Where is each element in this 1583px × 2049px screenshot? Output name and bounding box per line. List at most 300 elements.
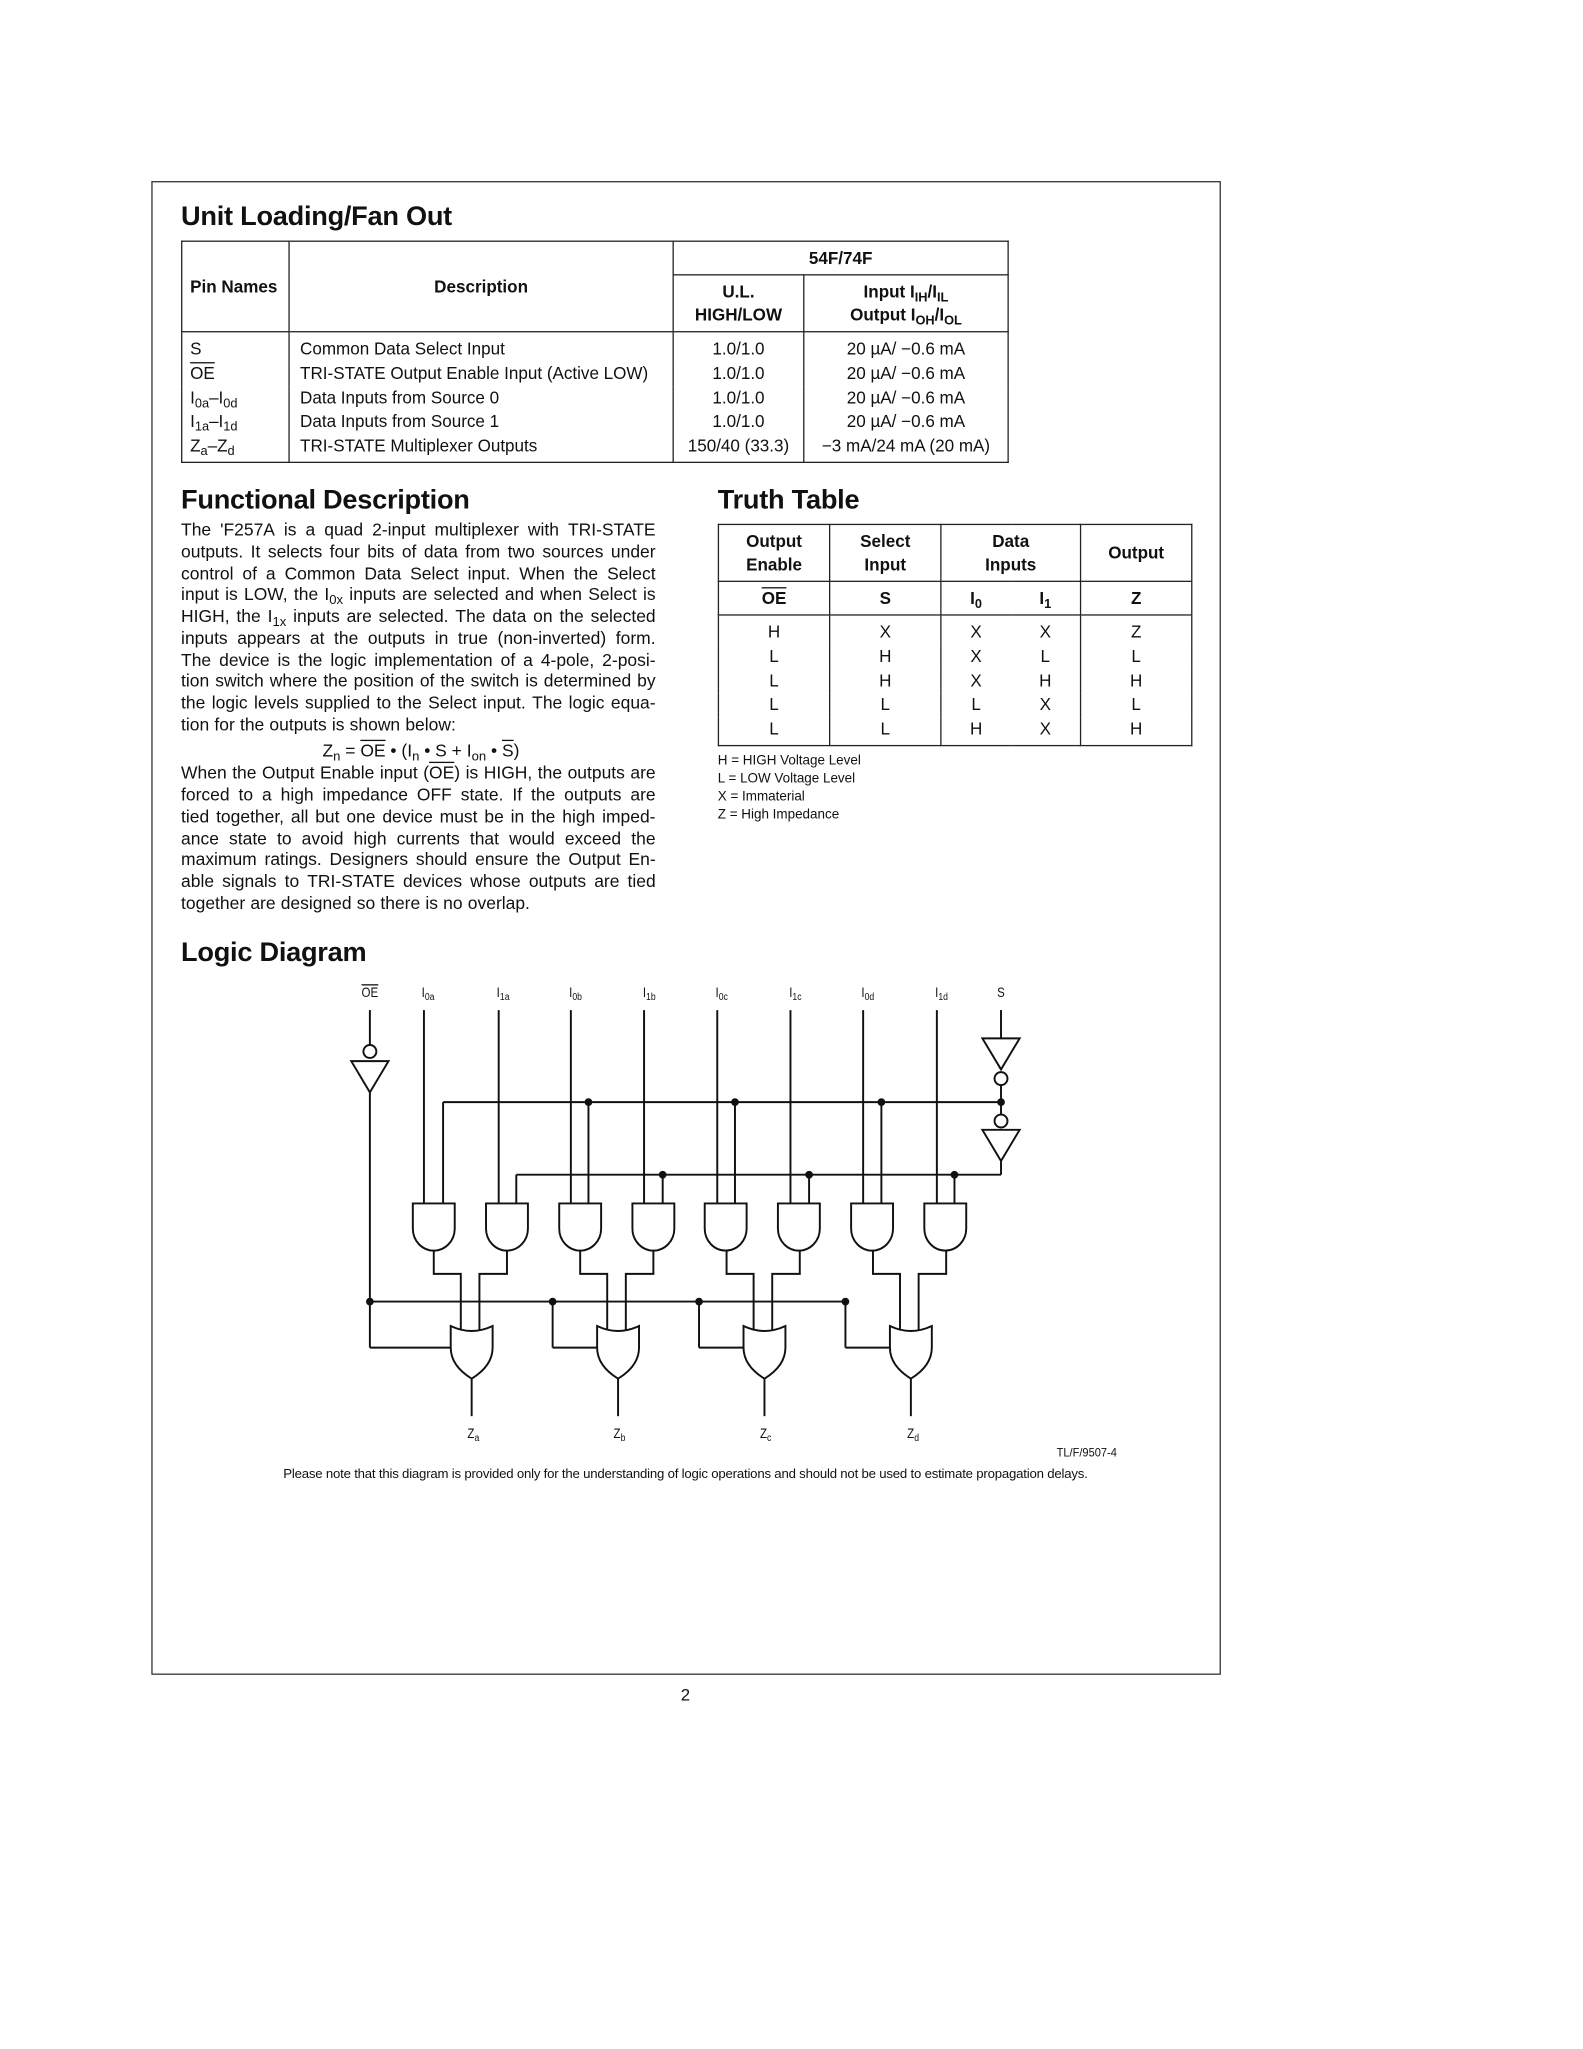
input-pin-label (935, 985, 948, 1001)
unit-load-cell: 1.0/1.0 (673, 332, 804, 362)
text-segment: I (861, 985, 865, 1002)
text-segment: high (353, 828, 387, 848)
subscript: on (471, 749, 487, 764)
text-segment: the (531, 806, 556, 827)
subscript: OH (915, 313, 935, 328)
or-gate (890, 1326, 932, 1379)
text-segment: bits (367, 541, 395, 561)
text-segment: En- (628, 850, 656, 870)
text-segment: inputs (349, 584, 396, 605)
table-cell: Z (1081, 615, 1192, 645)
text-segment: equa- (610, 693, 656, 713)
text-segment: state (229, 828, 267, 848)
text-segment: true (457, 628, 488, 648)
text-segment: a (265, 563, 276, 583)
legend-item: X = Immaterial (717, 790, 805, 805)
text-segment: appears (237, 628, 301, 648)
text-segment: is (465, 763, 479, 783)
text-segment: by (637, 671, 656, 691)
description-cell: TRI-STATE Multiplexer Outputs (289, 435, 673, 463)
text-segment: outputs (564, 785, 622, 805)
text-segment: the (323, 671, 348, 691)
text-segment: be (484, 806, 504, 827)
text-segment: I (267, 606, 273, 626)
text-segment: The (181, 519, 212, 540)
text-segment: on (533, 606, 553, 626)
text-segment: the (293, 584, 319, 605)
text-segment: Z (760, 1426, 768, 1443)
unit-loading-title: Unit Loading/Fan Out (181, 201, 452, 232)
text-segment: no (443, 893, 463, 913)
text-segment: • (I (385, 740, 413, 760)
text-segment: would (509, 828, 555, 848)
text-segment: device (219, 649, 270, 670)
text-segment: the (397, 693, 422, 713)
text-segment: the (530, 785, 556, 805)
and-gate (559, 1203, 601, 1250)
text-segment: Enable (319, 763, 375, 783)
and-gate (486, 1203, 528, 1250)
header-ul-line2: HIGH/LOW (694, 304, 783, 324)
table-cell: H (1011, 669, 1081, 693)
table-cell: L (718, 694, 829, 718)
text-segment: –I (209, 387, 224, 407)
text-segment: together (181, 893, 246, 913)
and-gate (778, 1203, 820, 1250)
text-segment: device (382, 806, 433, 827)
table-cell: L (718, 645, 829, 669)
text-segment: when (540, 584, 582, 605)
text-segment: are (250, 893, 276, 913)
subscript: 1a (499, 991, 510, 1003)
text-segment: maximum (181, 850, 257, 870)
text-segment: Select (410, 563, 459, 583)
subscript: a (200, 445, 208, 460)
text-segment: I (569, 985, 573, 1002)
header-line: Select (860, 530, 911, 551)
text-segment: of (242, 563, 257, 583)
output-pin-label (614, 1427, 626, 1443)
and-gate (851, 1203, 893, 1250)
header-ul-line1: U.L. (722, 281, 755, 301)
overlined-text: $\overline{S}$ (501, 740, 514, 760)
text-segment: I (190, 387, 195, 407)
description-cell: Data Inputs from Source 1 (289, 410, 673, 434)
text-segment: is (525, 671, 538, 691)
text-segment: inputs (293, 606, 340, 626)
text-segment: supplied (305, 693, 371, 713)
and-output-wire (873, 1251, 900, 1331)
text-segment: Z (613, 1426, 621, 1443)
text-segment: impedance (322, 785, 408, 805)
text-segment: is (277, 649, 291, 670)
text-segment: the (440, 671, 465, 691)
input-pin-label (643, 985, 656, 1001)
current-cell: −3 mA/24 mA (20 mA) (804, 435, 1008, 463)
text-segment: I (970, 588, 975, 608)
legend-item: H = HIGH Voltage Level (717, 753, 861, 769)
text-segment: forced (181, 785, 230, 805)
input-pin-label (715, 985, 727, 1001)
text-segment: the (631, 828, 656, 848)
text-segment: exceed (564, 828, 622, 848)
text-segment: HIGH, (181, 606, 230, 626)
text-segment: is (642, 584, 656, 605)
header-family: 54F/74F (673, 241, 1008, 275)
text-segment: switch (215, 671, 264, 691)
unit-load-cell: 1.0/1.0 (673, 410, 804, 434)
text-segment: 'F257A (220, 519, 275, 540)
table-cell: L (830, 718, 941, 746)
text-segment: are (346, 606, 372, 626)
text-segment: ensure (475, 850, 529, 870)
text-segment: the (232, 763, 257, 783)
text-segment: high (280, 785, 314, 805)
text-segment: Input I (863, 281, 915, 301)
table-cell: L (1081, 694, 1192, 718)
table-cell: L (718, 718, 829, 746)
text-segment: implementation (374, 649, 493, 670)
and-gate (705, 1203, 747, 1250)
legend-item: L = LOW Voltage Level (717, 772, 856, 787)
header-description: Description (289, 241, 673, 332)
subscript: 1a (194, 420, 210, 436)
text-segment: but (315, 806, 340, 827)
text-segment: 2-posi- (602, 649, 656, 670)
text-segment: sources (542, 541, 604, 561)
text-segment: –I (209, 411, 224, 432)
text-segment: of (419, 671, 435, 691)
text-segment: in (510, 806, 525, 827)
text-segment: 4-pole, (540, 649, 595, 670)
text-segment: are (594, 871, 620, 892)
text-segment: selected (590, 606, 656, 626)
or-gate (597, 1326, 639, 1379)
current-cell: 20 µA/ −0.6 mA (804, 410, 1008, 434)
text-segment: the (239, 714, 265, 735)
text-segment: in (434, 628, 449, 648)
text-segment: able (181, 871, 215, 892)
and-output-wire (772, 1251, 800, 1331)
header-line: Data (992, 530, 1030, 551)
text-segment: selects (267, 541, 323, 561)
text-segment: form. (615, 628, 656, 648)
description-cell: Data Inputs from Source 0 (289, 386, 673, 410)
description-cell: TRI-STATE Output Enable Input (Active LOW) (289, 362, 673, 386)
subscript: b (620, 1432, 626, 1444)
text-segment: from (465, 541, 501, 561)
text-segment: TRI-STATE (307, 871, 395, 892)
text-segment: overlap. (467, 893, 530, 913)
buffer-triangle (351, 1061, 388, 1092)
text-segment: at (309, 628, 325, 648)
text-segment: • S + I (419, 740, 472, 760)
header-pin-names: Pin Names (182, 241, 289, 332)
or-gate (451, 1326, 493, 1379)
text-segment: outputs (269, 714, 327, 735)
and-output-wire (626, 1251, 654, 1331)
subscript: 1 (1044, 597, 1052, 612)
text-segment: logic (568, 693, 605, 713)
input-pin-label (422, 985, 435, 1001)
text-segment: The (181, 649, 212, 670)
header-output: Output (1081, 524, 1192, 581)
overlined-text: $\overline{OE}$ (361, 985, 379, 1002)
overlined-text: $\overline{OE}$ (190, 363, 215, 383)
input-pin-label (997, 985, 1005, 1001)
and-gate (924, 1203, 966, 1250)
buffer-triangle (982, 1130, 1019, 1161)
table-cell: H (830, 645, 941, 669)
text-segment: a (523, 649, 533, 670)
input-pin-label (789, 985, 801, 1001)
text-segment: levels (254, 693, 299, 713)
text-segment: quad (324, 519, 364, 540)
text-segment: all (290, 806, 309, 827)
text-segment: the (334, 628, 359, 648)
figure-id: TL/F/9507-4 (1056, 1445, 1117, 1461)
text-segment: When (519, 563, 565, 583)
text-segment: together, (216, 806, 285, 827)
text-segment: selected (433, 584, 499, 605)
text-segment: is (331, 714, 345, 735)
text-segment: logic (330, 649, 367, 670)
text-segment: where (269, 671, 318, 691)
table-cell: X (1011, 694, 1081, 718)
text-segment: Z (322, 740, 334, 760)
text-segment: outputs (367, 628, 426, 648)
subscript: 0d (864, 991, 875, 1003)
text-segment: Data (364, 563, 402, 583)
current-cell: 20 µA/ −0.6 mA (804, 362, 1008, 386)
subscript: IL (936, 290, 949, 305)
functional-description-title: Functional Description (181, 484, 470, 515)
text-segment: for (214, 714, 235, 735)
text-segment: signals (222, 871, 277, 892)
text-segment: switch (470, 671, 520, 691)
table-cell: L (718, 669, 829, 693)
text-segment: a (305, 519, 316, 540)
text-segment: is (425, 893, 439, 913)
header-line: Output (746, 530, 802, 551)
text-segment: to (238, 785, 254, 805)
input-pin-label (497, 985, 510, 1001)
text-segment: • (486, 740, 502, 760)
text-segment: ( (423, 763, 430, 783)
text-segment: imped- (602, 806, 656, 827)
table-cell: X (1011, 718, 1081, 746)
table-cell: L (1011, 645, 1081, 669)
text-segment: data (492, 606, 527, 626)
table-cell: L (941, 694, 1011, 718)
text-segment: S (879, 588, 891, 608)
inverter-bubble (995, 1072, 1008, 1085)
text-segment: OFF (416, 785, 452, 805)
text-segment: and (504, 584, 535, 605)
and-output-wire (580, 1251, 607, 1331)
header-line: Inputs (985, 554, 1037, 574)
and-output-wire (919, 1251, 947, 1331)
text-segment: to (284, 871, 300, 892)
text-segment: designed (280, 893, 352, 913)
junction-dot (997, 1098, 1005, 1106)
subscript: 0x (329, 593, 344, 609)
text-segment: under (610, 541, 656, 561)
description-cell: Common Data Select Input (289, 332, 673, 362)
text-segment: Z (467, 1426, 475, 1443)
text-segment: whose (470, 871, 521, 892)
text-segment: tion (181, 671, 210, 691)
diagram-note: Please note that this diagram is provided only for the understanding of logic operations and should not be used to estimate propagation delays. (283, 1467, 1088, 1483)
text-segment: are (402, 584, 428, 605)
subscript: 1b (646, 991, 656, 1003)
subscript: d (227, 445, 235, 460)
text-segment: below: (405, 714, 456, 735)
text-segment: logic (211, 693, 248, 713)
truth-table-title: Truth Table (717, 484, 860, 515)
and-output-wire (479, 1251, 507, 1331)
text-segment: the (559, 606, 584, 626)
text-segment: I (1039, 588, 1045, 608)
text-segment: devices (402, 871, 463, 892)
text-segment: avoid (301, 828, 344, 848)
text-segment: Select (607, 563, 656, 583)
text-segment: is (225, 584, 238, 605)
text-segment: Output I (850, 304, 916, 324)
text-segment: state. (460, 785, 504, 805)
text-segment: outputs. (181, 541, 244, 561)
subscript: 0a (424, 991, 435, 1003)
text-segment: tion (181, 714, 210, 735)
overlined-text: $\overline{OE}$ (429, 763, 455, 783)
buffer-triangle (982, 1038, 1019, 1069)
text-segment: S (190, 338, 202, 359)
table-cell: L (1081, 645, 1192, 669)
text-segment: Select (428, 693, 477, 713)
text-segment: Z (190, 436, 201, 456)
text-segment: /I (934, 304, 945, 324)
text-segment: I (421, 985, 425, 1002)
text-segment: so (356, 893, 376, 913)
text-segment: ) (454, 763, 461, 783)
subscript: d (913, 1432, 919, 1444)
text-segment: I (190, 411, 195, 432)
text-segment: are (630, 763, 656, 783)
subscript: 0 (974, 597, 983, 612)
table-cell: X (941, 645, 1011, 669)
input-pin-label (362, 985, 379, 1001)
text-segment: the (573, 563, 599, 583)
text-segment: I (789, 985, 793, 1002)
text-segment: input. (467, 563, 511, 583)
text-segment: multiplexer (434, 519, 519, 540)
text-segment: I (642, 985, 647, 1002)
text-segment: control (181, 563, 234, 583)
text-segment: selected. (378, 606, 449, 626)
inverter-bubble (995, 1115, 1008, 1128)
text-segment: of (401, 541, 417, 561)
text-segment: that (469, 828, 499, 848)
text-segment: one (346, 806, 376, 827)
text-segment: Z (1130, 588, 1142, 608)
text-segment: I (496, 985, 500, 1002)
text-segment: there (380, 893, 421, 913)
text-segment: two (507, 541, 535, 561)
table-cell: X (830, 615, 941, 645)
header-line: Input (864, 554, 907, 574)
text-segment: HIGH, (483, 763, 533, 783)
output-pin-label (907, 1427, 919, 1443)
text-segment: ) (513, 740, 520, 760)
and-output-wire (434, 1251, 461, 1331)
subscript: 0d (223, 396, 238, 411)
text-segment: Designers (329, 850, 409, 870)
text-segment: determined (543, 671, 632, 691)
input-pin-label (569, 985, 582, 1001)
logic-diagram-title: Logic Diagram (181, 937, 367, 968)
text-segment: shown (349, 714, 401, 735)
text-segment: tied (627, 871, 656, 892)
and-gate (413, 1203, 455, 1250)
text-segment: When (181, 763, 227, 783)
text-segment: input. (483, 693, 526, 713)
text-segment: S (997, 985, 1005, 1002)
overlined-text: $\overline{OE}$ (360, 740, 386, 760)
table-cell: H (1081, 718, 1192, 746)
text-segment: /I (927, 281, 937, 301)
table-cell: X (941, 615, 1011, 645)
legend-item: Z = High Impedance (717, 808, 840, 823)
text-segment: 2-input (372, 519, 426, 540)
text-segment: The (455, 606, 486, 626)
subscript: a (474, 1432, 480, 1444)
text-segment: position (353, 671, 414, 691)
text-segment: a (261, 785, 272, 805)
table-cell: X (941, 669, 1011, 693)
text-segment: must (439, 806, 478, 827)
subscript: c (767, 1432, 772, 1444)
text-segment: are (630, 785, 656, 805)
table-cell: L (830, 694, 941, 718)
table-cell: X (1011, 615, 1081, 645)
subscript: n (412, 749, 420, 764)
table-cell: H (941, 718, 1011, 746)
text-segment: tied (181, 806, 210, 827)
and-output-wire (727, 1251, 754, 1331)
overlined-text: $\overline{OE}$ (761, 588, 787, 608)
text-segment: LOW, (243, 584, 288, 605)
current-cell: 20 µA/ −0.6 mA (804, 386, 1008, 410)
and-gate (632, 1203, 674, 1250)
text-segment: inputs (181, 628, 228, 648)
text-segment: outputs (528, 871, 587, 892)
table-cell: H (830, 669, 941, 693)
text-segment: input (379, 763, 418, 783)
text-segment: outputs (567, 763, 625, 783)
text-segment: I (715, 985, 719, 1002)
page-number: 2 (680, 1685, 691, 1705)
unit-load-cell: 1.0/1.0 (673, 362, 804, 386)
unit-load-cell: 1.0/1.0 (673, 386, 804, 410)
text-segment: It (250, 541, 261, 561)
or-gate (744, 1326, 786, 1379)
subscript: 0c (718, 991, 728, 1003)
text-segment: four (329, 541, 360, 561)
text-segment: with (527, 519, 559, 540)
text-segment: the (181, 693, 206, 713)
table-cell: H (718, 615, 829, 645)
text-segment: should (415, 850, 468, 870)
